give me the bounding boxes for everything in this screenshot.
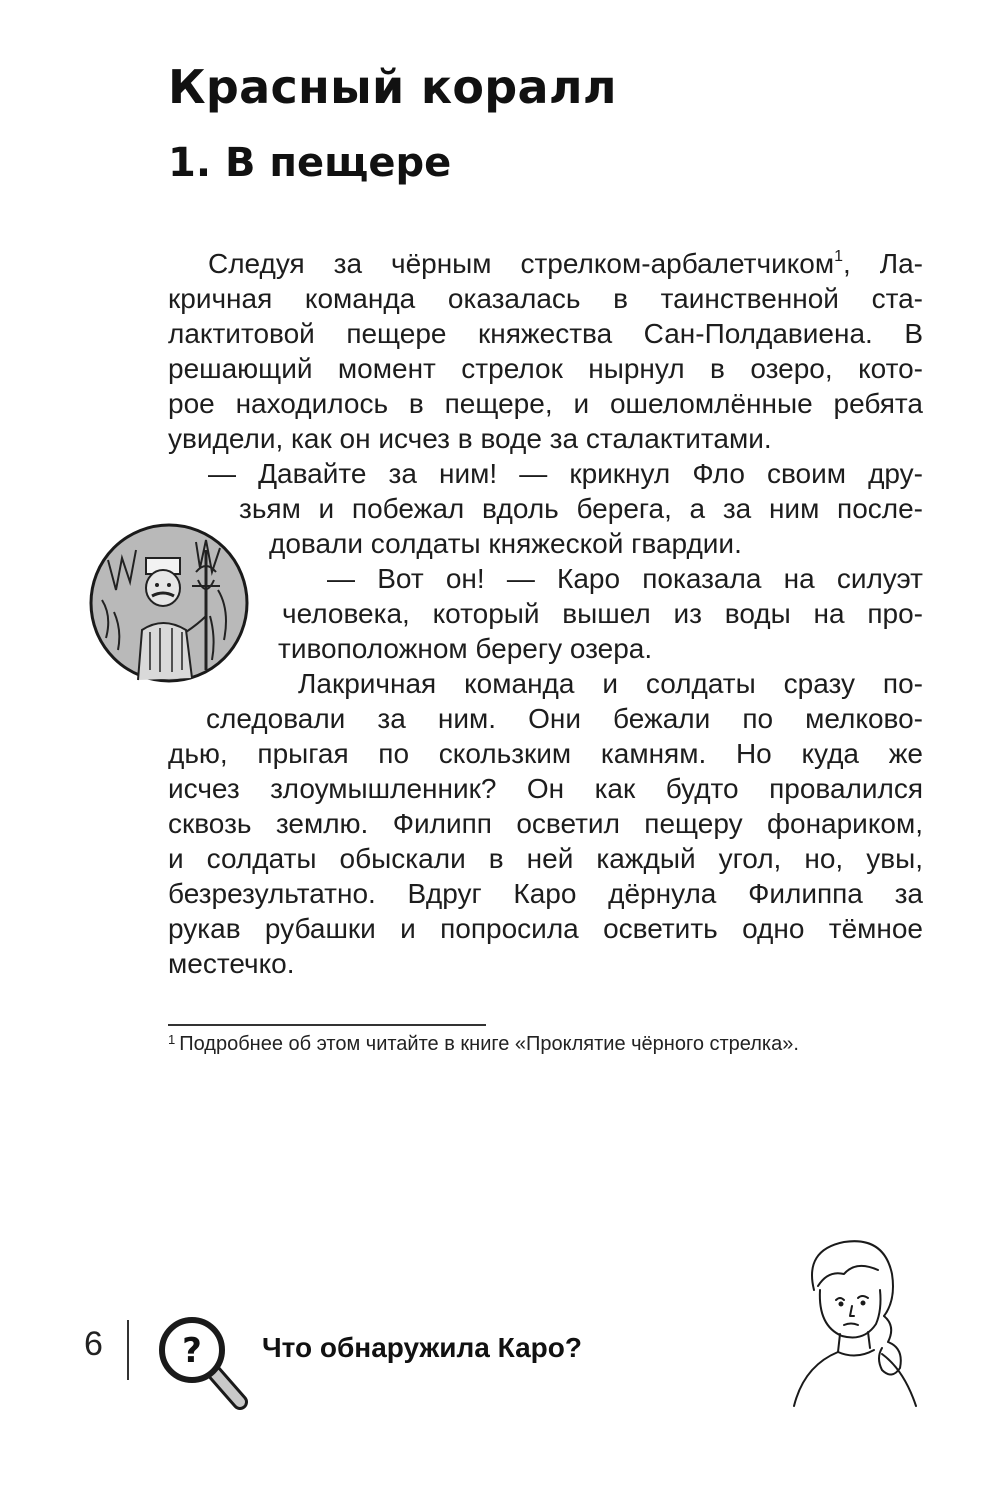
footnote-marker: 1 bbox=[834, 248, 844, 265]
text-line: Следуя за чёрным стрелком-арбалетчиком$^1$, Ла- bbox=[208, 248, 923, 279]
text-line: следовали за ним. Они бежали по мелково- bbox=[206, 703, 923, 734]
chapter-subtitle: 1. В пещере bbox=[168, 140, 452, 186]
text-line: и солдаты обыскали в ней каждый угол, но, увы, bbox=[168, 843, 923, 874]
text-line: человека, который вышел из воды на про- bbox=[282, 598, 923, 629]
text-line: рукав рубашки и попросила осветить одно тёмное bbox=[168, 913, 923, 944]
text-line: лактитовой пещере княжества Сан-Полдавиена. В bbox=[168, 318, 923, 349]
text-line: рое находилось в пещере, и ошеломлённые ребята bbox=[168, 388, 923, 419]
footnote bbox=[168, 1030, 799, 1058]
text-line: зьям и побежал вдоль берега, а за ним после- bbox=[239, 493, 923, 524]
text-line: — Вот он! — Каро показала на силуэт bbox=[327, 563, 923, 594]
crossbowman-portrait-icon bbox=[88, 520, 250, 686]
text-line: тивоположном берегу озера. bbox=[278, 633, 653, 664]
footnote-marker: 1 bbox=[168, 1032, 176, 1047]
text-line: дью, прыгая по скользким камням. Но куда же bbox=[168, 738, 923, 769]
page-number: 6 bbox=[84, 1325, 103, 1363]
footnote-text: Подробнее об этом читайте в книге «Проклятие чёрного стрелка». bbox=[179, 1033, 799, 1055]
text-line: исчез злоумышленник? Он как будто провалился bbox=[168, 773, 923, 804]
text-line: решающий момент стрелок нырнул в озеро, кото- bbox=[168, 353, 923, 384]
text-line: увидели, как он исчез в воде за сталактитами. bbox=[168, 423, 772, 454]
chapter-title: Красный коралл bbox=[168, 60, 617, 114]
text-line: кричная команда оказалась в таинственной ста- bbox=[168, 283, 923, 314]
karo-girl-icon bbox=[784, 1230, 934, 1410]
text-line: безрезультатно. Вдруг Каро дёрнула Филиппа за bbox=[168, 878, 923, 909]
text-line: довали солдаты княжеской гвардии. bbox=[269, 528, 742, 559]
footnote-rule bbox=[168, 1024, 486, 1026]
page-number-divider bbox=[127, 1320, 129, 1380]
question-prompt: Что обнаружила Каро? bbox=[262, 1332, 582, 1363]
text-line: местечко. bbox=[168, 948, 295, 979]
svg-text:?: ? bbox=[182, 1331, 202, 1371]
magnifier-question-icon bbox=[154, 1312, 254, 1414]
text-line: сквозь землю. Филипп осветил пещеру фонариком, bbox=[168, 808, 923, 839]
text-line: Лакричная команда и солдаты сразу по- bbox=[298, 668, 923, 699]
text-line: — Давайте за ним! — крикнул Фло своим дру- bbox=[208, 458, 923, 489]
